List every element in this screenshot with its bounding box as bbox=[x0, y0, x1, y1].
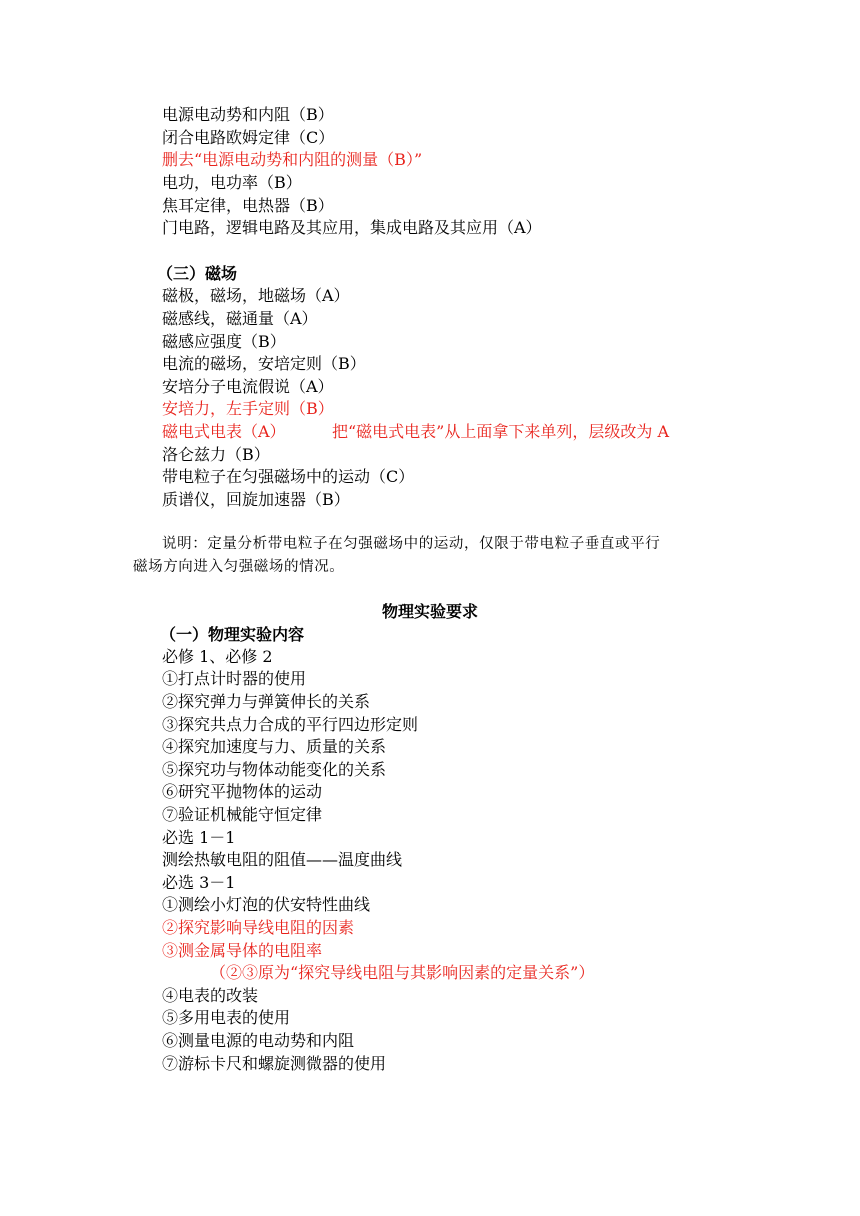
experiment-item: ⑥测量电源的电动势和内阻 bbox=[162, 1031, 355, 1050]
experiment-item: ④电表的改装 bbox=[162, 986, 259, 1005]
syllabus-item: 焦耳定律，电热器（B） bbox=[162, 196, 334, 215]
section-heading-experiments: （一）物理实验内容 bbox=[160, 625, 305, 644]
syllabus-item: 电流的磁场，安培定则（B） bbox=[162, 354, 366, 373]
section-heading-magnetism: （三）磁场 bbox=[157, 264, 238, 283]
syllabus-item: 带电粒子在匀强磁场中的运动（C） bbox=[162, 467, 415, 486]
module-label: 必修 1、必修 2 bbox=[162, 647, 273, 666]
explanation-line: 磁场方向进入匀强磁场的情况。 bbox=[133, 559, 345, 575]
experiment-item: ①测绘小灯泡的伏安特性曲线 bbox=[162, 895, 371, 914]
syllabus-item: 洛仑兹力（B） bbox=[162, 445, 270, 464]
syllabus-item: 磁极，磁场，地磁场（A） bbox=[162, 286, 350, 305]
experiment-item: ⑥研究平抛物体的运动 bbox=[162, 782, 323, 801]
experiment-item: ⑤探究功与物体动能变化的关系 bbox=[162, 760, 387, 779]
revision-note: （②③原为“探究导线电阻与其影响因素的定量关系”） bbox=[210, 963, 595, 982]
explanation-line: 说明：定量分析带电粒子在匀强磁场中的运动，仅限于带电粒子垂直或平行 bbox=[162, 536, 661, 552]
experiment-item: ①打点计时器的使用 bbox=[162, 669, 307, 688]
syllabus-item-revised: 磁电式电表（A） bbox=[162, 422, 286, 441]
syllabus-item: 闭合电路欧姆定律（C） bbox=[162, 128, 335, 147]
syllabus-item-revised: 安培力，左手定则（B） bbox=[162, 399, 334, 418]
syllabus-item: 磁感线，磁通量（A） bbox=[162, 309, 318, 328]
syllabus-item: 质谱仪，回旋加速器（B） bbox=[162, 490, 350, 509]
syllabus-item: 安培分子电流假说（A） bbox=[162, 377, 334, 396]
experiment-item: ④探究加速度与力、质量的关系 bbox=[162, 737, 387, 756]
experiment-item: ②探究弹力与弹簧伸长的关系 bbox=[162, 692, 371, 711]
revision-note: 删去“电源电动势和内阻的测量（B）” bbox=[162, 150, 423, 169]
experiment-item: ⑤多用电表的使用 bbox=[162, 1008, 291, 1027]
experiment-item: ③探究共点力合成的平行四边形定则 bbox=[162, 715, 419, 734]
revision-note: 把“磁电式电表”从上面拿下来单列，层级改为 A bbox=[332, 422, 670, 441]
syllabus-item: 磁感应强度（B） bbox=[162, 332, 286, 351]
experiment-item: ⑦游标卡尺和螺旋测微器的使用 bbox=[162, 1054, 387, 1073]
module-label: 必选 3－1 bbox=[162, 873, 236, 892]
experiment-item: ⑦验证机械能守恒定律 bbox=[162, 805, 323, 824]
page-title: 物理实验要求 bbox=[381, 602, 478, 621]
experiment-item: 测绘热敏电阻的阻值——温度曲线 bbox=[162, 850, 403, 869]
syllabus-item: 电源电动势和内阻（B） bbox=[162, 105, 334, 124]
syllabus-item: 门电路，逻辑电路及其应用，集成电路及其应用（A） bbox=[162, 218, 542, 237]
syllabus-item: 电功，电功率（B） bbox=[162, 173, 302, 192]
module-label: 必选 1－1 bbox=[162, 828, 236, 847]
experiment-item-revised: ②探究影响导线电阻的因素 bbox=[162, 918, 355, 937]
experiment-item-revised: ③测金属导体的电阻率 bbox=[162, 941, 323, 960]
